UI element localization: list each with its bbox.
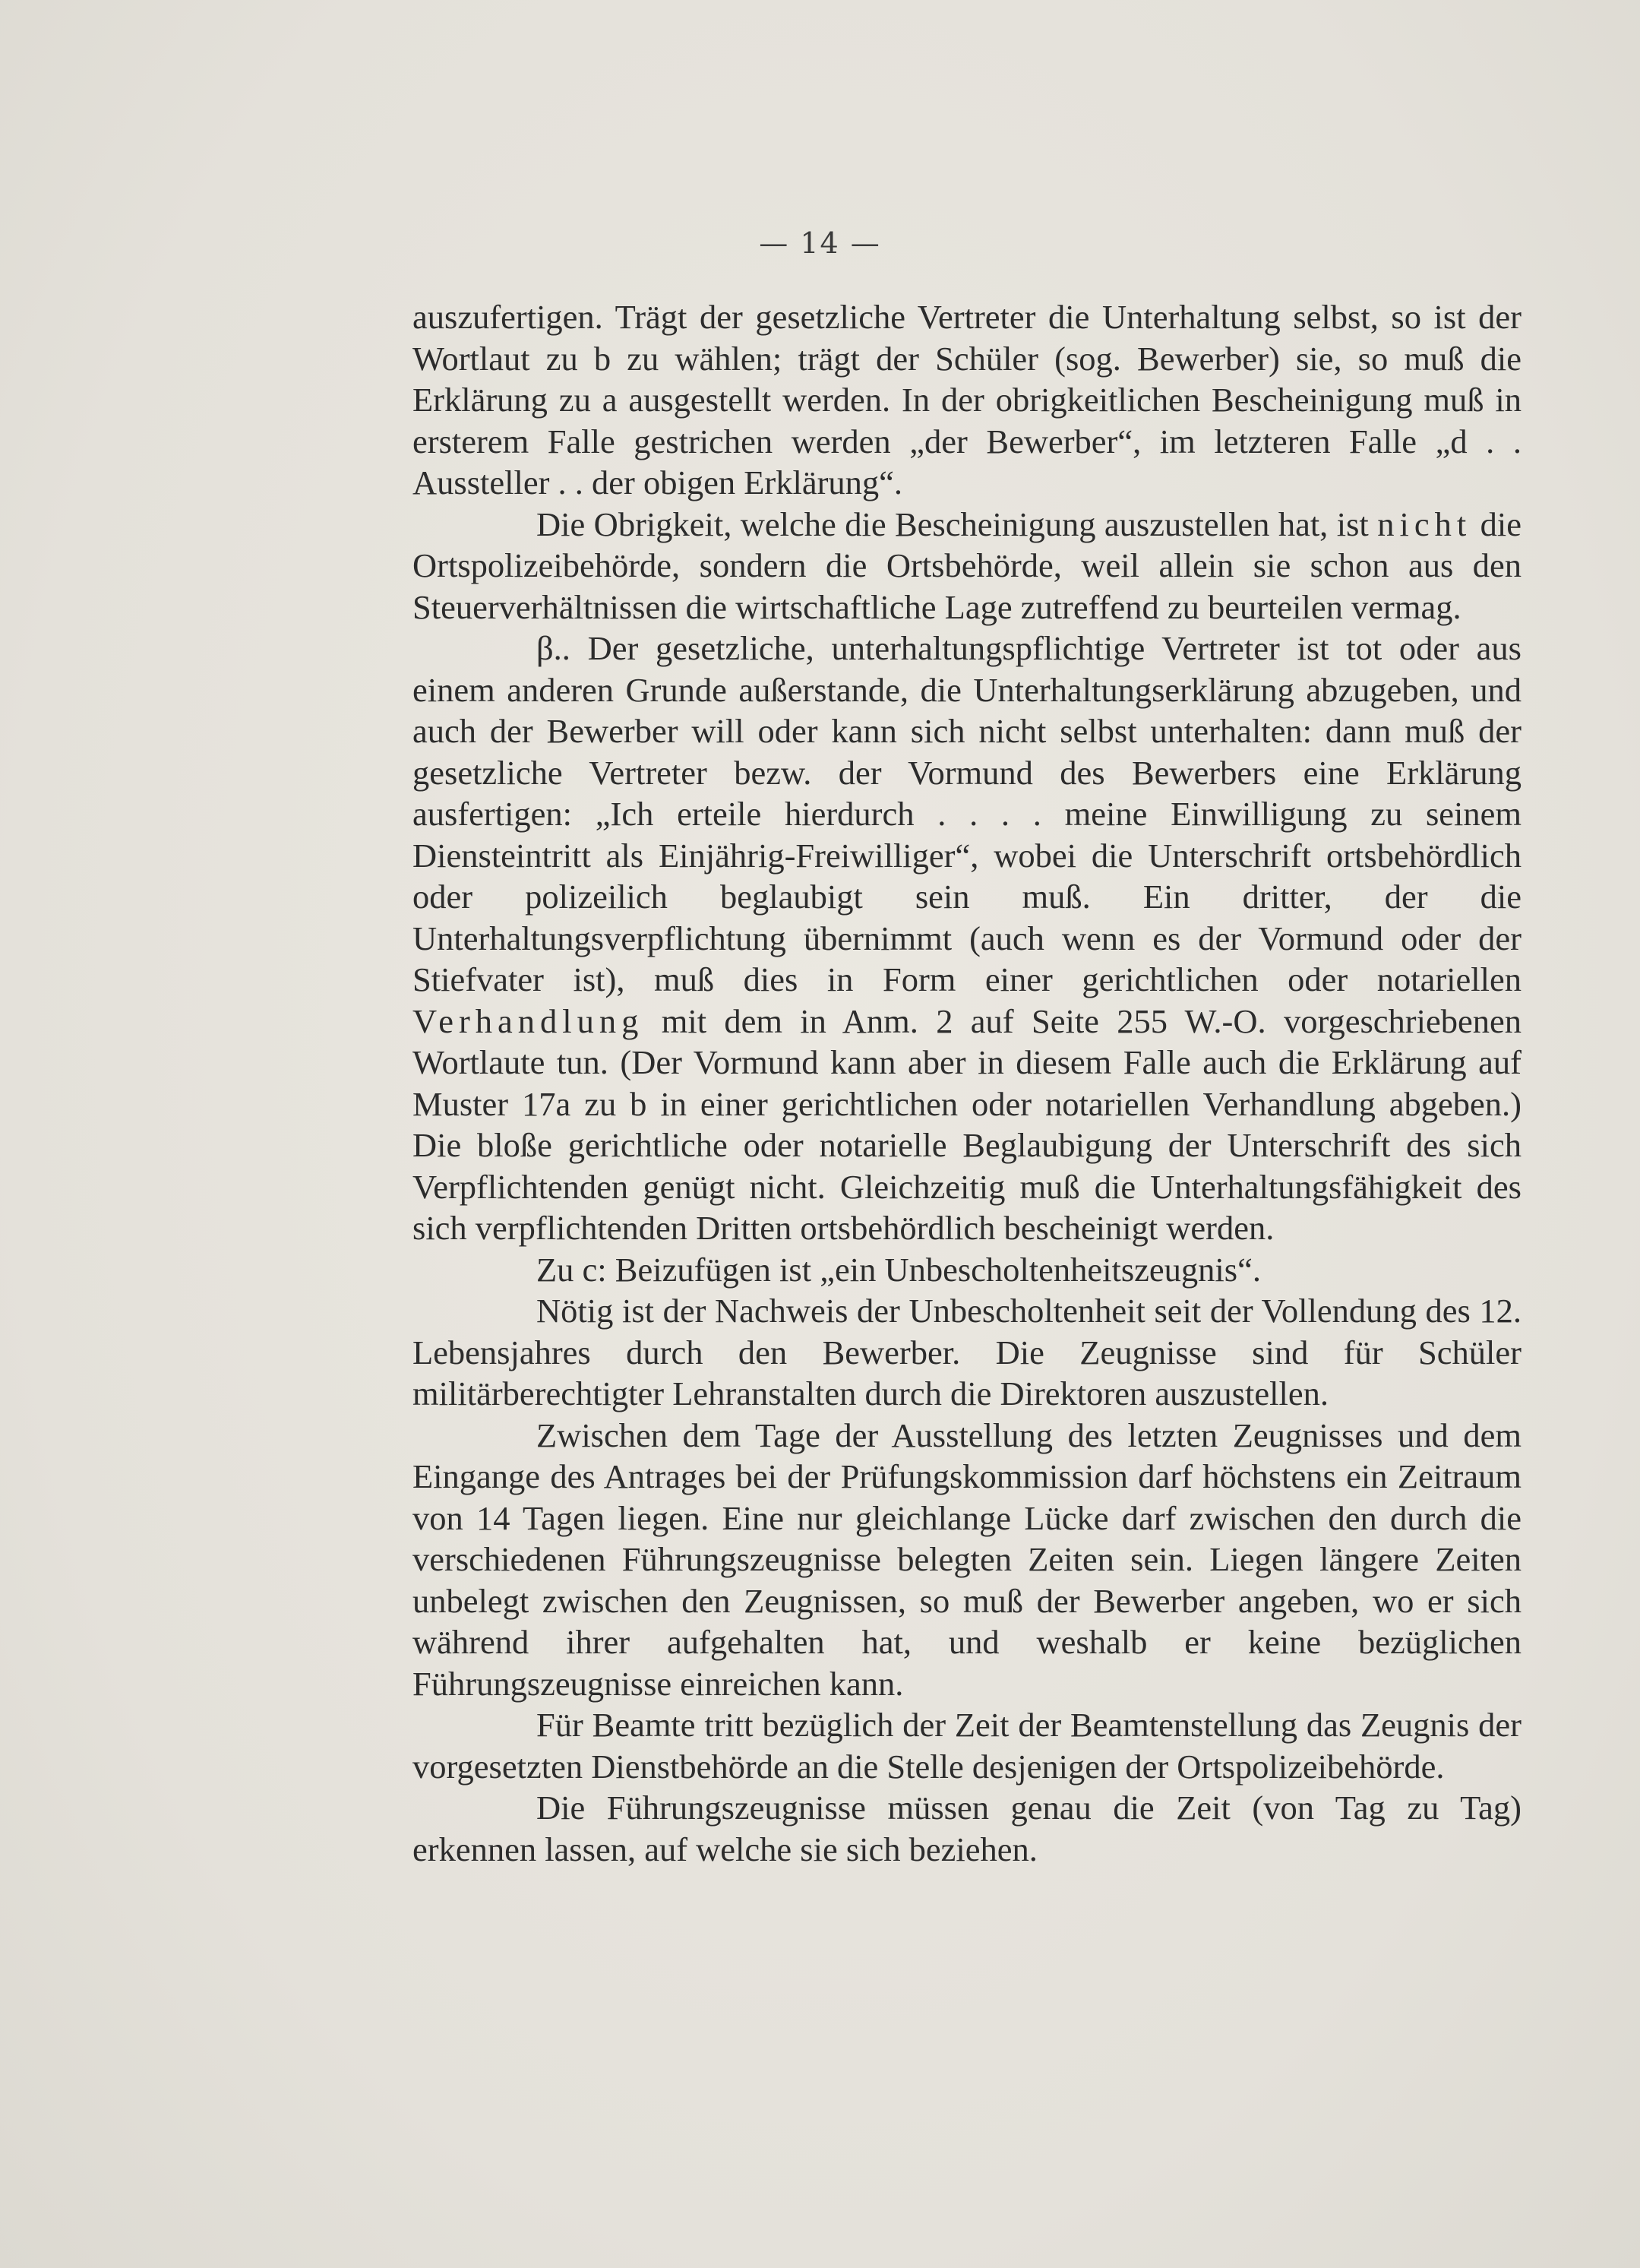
paragraph	[412, 1415, 1522, 1705]
text-segment: Die Führungszeugnisse müssen genau die Zeit (von Tag zu Tag) erkennen lassen, auf welche sie sich beziehen.	[412, 1789, 1522, 1868]
text-segment: mit dem in Anm. 2 auf Seite 255 W.-O. vorgeschriebenen Wortlaute tun. (Der Vormund kann aber in diesem Falle auch die Erklärung auf Muster 17a zu b in einer gerichtlichen oder notariellen Verhandlung abgeben.) Die bloße gerichtliche oder notarielle Beglaubigung der Unterschrift des sich Verpflichtenden genügt nicht. Gleichzeitig muß die Unterhaltungsfähigkeit des sich verpflichtenden Dritten ortsbehördlich bescheinigt werden.	[412, 1001, 1522, 1247]
emphasized-text: Verhandlung	[412, 1001, 644, 1040]
text-segment: die Ortspolizeibehörde, sondern die Ortsbehörde, weil allein sie schon aus den Steuerverhältnissen die wirtschaftliche Lage zutreffend zu beurteilen vermag.	[412, 505, 1522, 626]
paragraph	[412, 1249, 1522, 1291]
paragraph	[412, 1704, 1522, 1787]
body-text	[412, 296, 1522, 1870]
paragraph	[412, 628, 1522, 1249]
text-segment: Die Obrigkeit, welche die Bescheinigung auszustellen hat, ist	[536, 505, 1378, 543]
paragraph	[412, 1290, 1522, 1415]
text-segment: β.. Der gesetzliche, unterhaltungspflichtige Vertreter ist tot oder aus einem anderen Grunde außerstande, die Unterhaltungserklärung abzugeben, und auch der Bewerber will oder kann sich nicht selbst unterhalten: dann muß der gesetzliche Vertreter bezw. der Vormund des Bewerbers eine Erklärung ausfertigen: „Ich erteile hierdurch . . . . meine Einwilligung zu seinem Diensteintritt als Einjährig-Freiwilliger“, wobei die Unterschrift ortsbehördlich oder polizeilich beglaubigt sein muß. Ein dritter, der die Unterhaltungsverpflichtung übernimmt (auch wenn es der Vormund oder der Stiefvater ist), muß dies in Form einer gerichtlichen oder notariellen	[412, 629, 1522, 998]
text-segment: auszufertigen. Trägt der gesetzliche Vertreter die Unterhaltung selbst, so ist der Wortlaut zu b zu wählen; trägt der Schüler (sog. Bewerber) sie, so muß die Erklärung zu a ausgestellt werden. In der obrigkeitlichen Bescheinigung muß in ersterem Falle gestrichen werden „der Bewerber“, im letzteren Falle „d . . Aussteller . . der obigen Erklärung“.	[412, 298, 1522, 501]
paragraph	[412, 1787, 1522, 1870]
paragraph	[412, 504, 1522, 628]
text-segment: Zu c: Beizufügen ist „ein Unbescholtenheitszeugnis“.	[536, 1250, 1261, 1289]
text-segment: Zwischen dem Tage der Ausstellung des letzten Zeugnisses und dem Eingange des Antrages bei der Prüfungskommission darf höchstens ein Zeitraum von 14 Tagen liegen. Eine nur gleichlange Lücke darf zwischen den durch die verschiedenen Führungszeugnisse belegten Zeiten sein. Liegen längere Zeiten unbelegt zwischen den Zeugnissen, so muß der Bewerber angeben, wo er sich während ihrer aufgehalten hat, und weshalb er keine bezüglichen Führungszeugnisse einreichen kann.	[412, 1416, 1522, 1703]
text-segment: Nötig ist der Nachweis der Unbescholtenheit seit der Vollendung des 12. Lebensjahres durch den Bewerber. Die Zeugnisse sind für Schüler militärberechtigter Lehranstalten durch die Direktoren auszustellen.	[412, 1292, 1522, 1412]
page-number: — 14 —	[759, 226, 881, 260]
text-segment: Für Beamte tritt bezüglich der Zeit der Beamtenstellung das Zeugnis der vorgesetzten Dienstbehörde an die Stelle desjenigen der Ortspolizeibehörde.	[412, 1706, 1522, 1786]
emphasized-text: nicht	[1377, 505, 1472, 543]
paragraph	[412, 296, 1522, 504]
